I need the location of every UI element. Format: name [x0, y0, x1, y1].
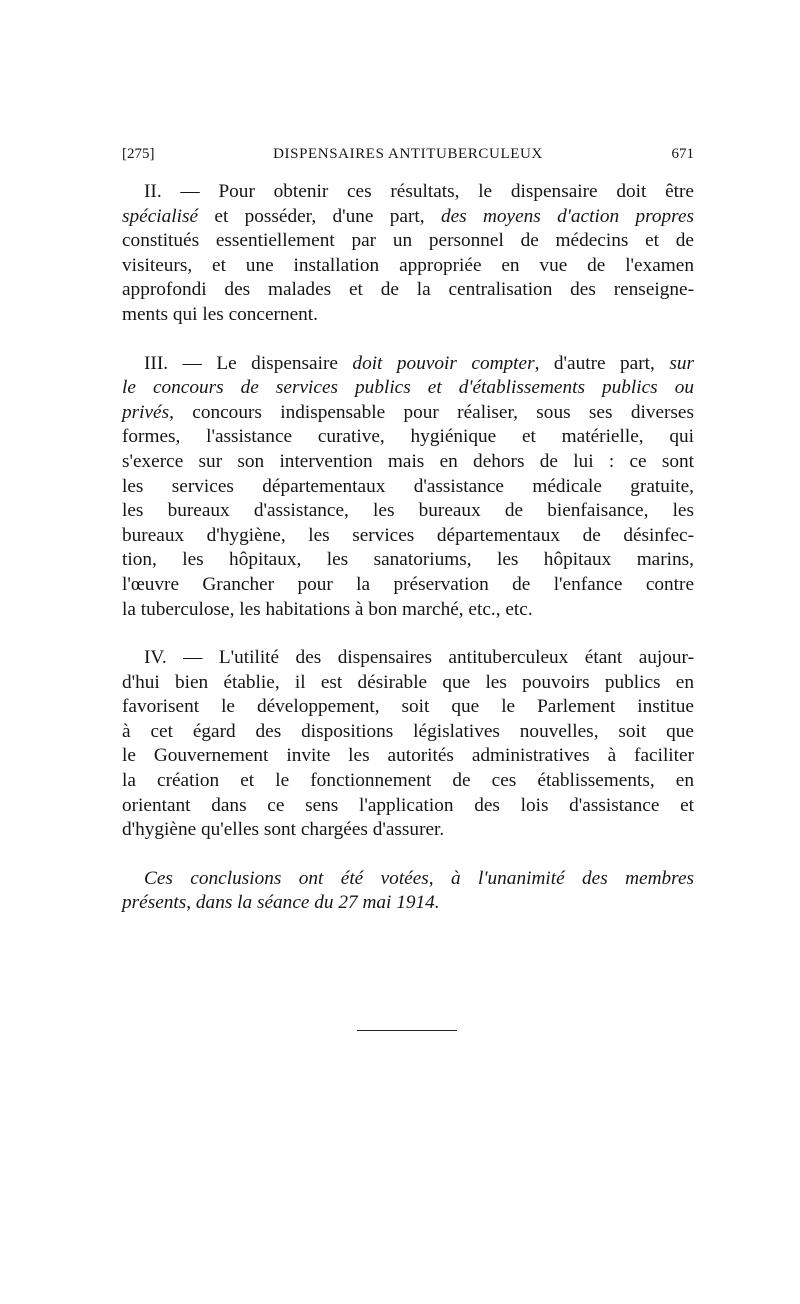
text-line: approfondi des malades et de la centralisation des renseigne- [122, 279, 694, 301]
text-line: à cet égard des dispositions législatives nouvelles, soit que [122, 720, 694, 742]
text-line: Ces conclusions ont été votées, à l'unanimité des membres [144, 867, 695, 889]
text-line: formes, l'assistance curative, hygiénique et matérielle, qui [122, 426, 694, 448]
page-body [122, 180, 694, 916]
text-line: orientant dans ce sens l'application des lois d'assistance et [122, 794, 694, 816]
text-line: s'exerce sur son intervention mais en dehors de lui : ce sont [122, 450, 694, 472]
text-line: l'œuvre Grancher pour la préservation de l'enfance contre [122, 573, 694, 595]
text-line: la tuberculose, les habitations à bon marché, etc., etc. [122, 598, 533, 620]
text-line: bureaux d'hygiène, les services départementaux de désinfec- [122, 524, 694, 546]
text-line: la création et le fonctionnement de ces établissements, en [122, 770, 694, 792]
paragraph-section-iv [122, 646, 694, 843]
text-line: les services départementaux d'assistance médicale gratuite, [122, 475, 694, 497]
text-line: constitués essentiellement par un personnel de médecins et de [122, 230, 694, 252]
text-line: II. — Pour obtenir ces résultats, le dispensaire doit être [144, 181, 694, 202]
text-line: III. — Le dispensaire doit pouvoir compter, d'autre part, sur [144, 352, 694, 374]
folio-left: [275] [122, 146, 155, 162]
text-line: IV. — L'utilité des dispensaires antituberculeux étant aujour- [144, 647, 694, 669]
paragraph-section-iii [122, 352, 694, 623]
text-line: présents, dans la séance du 27 mai 1914. [122, 892, 440, 914]
text-line: favorisent le développement, soit que le Parlement institue [122, 696, 694, 718]
text-line: d'hui bien établie, il est désirable que les pouvoirs publics en [122, 671, 694, 693]
text-line: les bureaux d'assistance, les bureaux de bienfaisance, les [122, 500, 694, 522]
text-line: spécialisé et posséder, d'une part, des moyens d'action propres [122, 205, 695, 227]
running-title: DISPENSAIRES ANTITUBERCULEUX [273, 146, 543, 162]
text-line: visiteurs, et une installation appropriée en vue de l'examen [122, 254, 694, 276]
page-number: 671 [671, 146, 694, 162]
text-line: ments qui les concernent. [122, 303, 318, 325]
text-line: le Gouvernement invite les autorités administratives à faciliter [122, 745, 694, 767]
page-header [122, 146, 694, 168]
text-line: tion, les hôpitaux, les sanatoriums, les hôpitaux marins, [122, 549, 694, 571]
text-line: d'hygiène qu'elles sont chargées d'assurer. [122, 819, 445, 841]
text-line: privés, concours indispensable pour réaliser, sous ses diverses [122, 401, 694, 423]
paragraph-conclusion [122, 867, 694, 916]
text-line: le concours de services publics et d'établissements publics ou [122, 377, 694, 399]
paragraph-section-ii [122, 180, 694, 328]
section-end-rule [357, 1030, 457, 1031]
